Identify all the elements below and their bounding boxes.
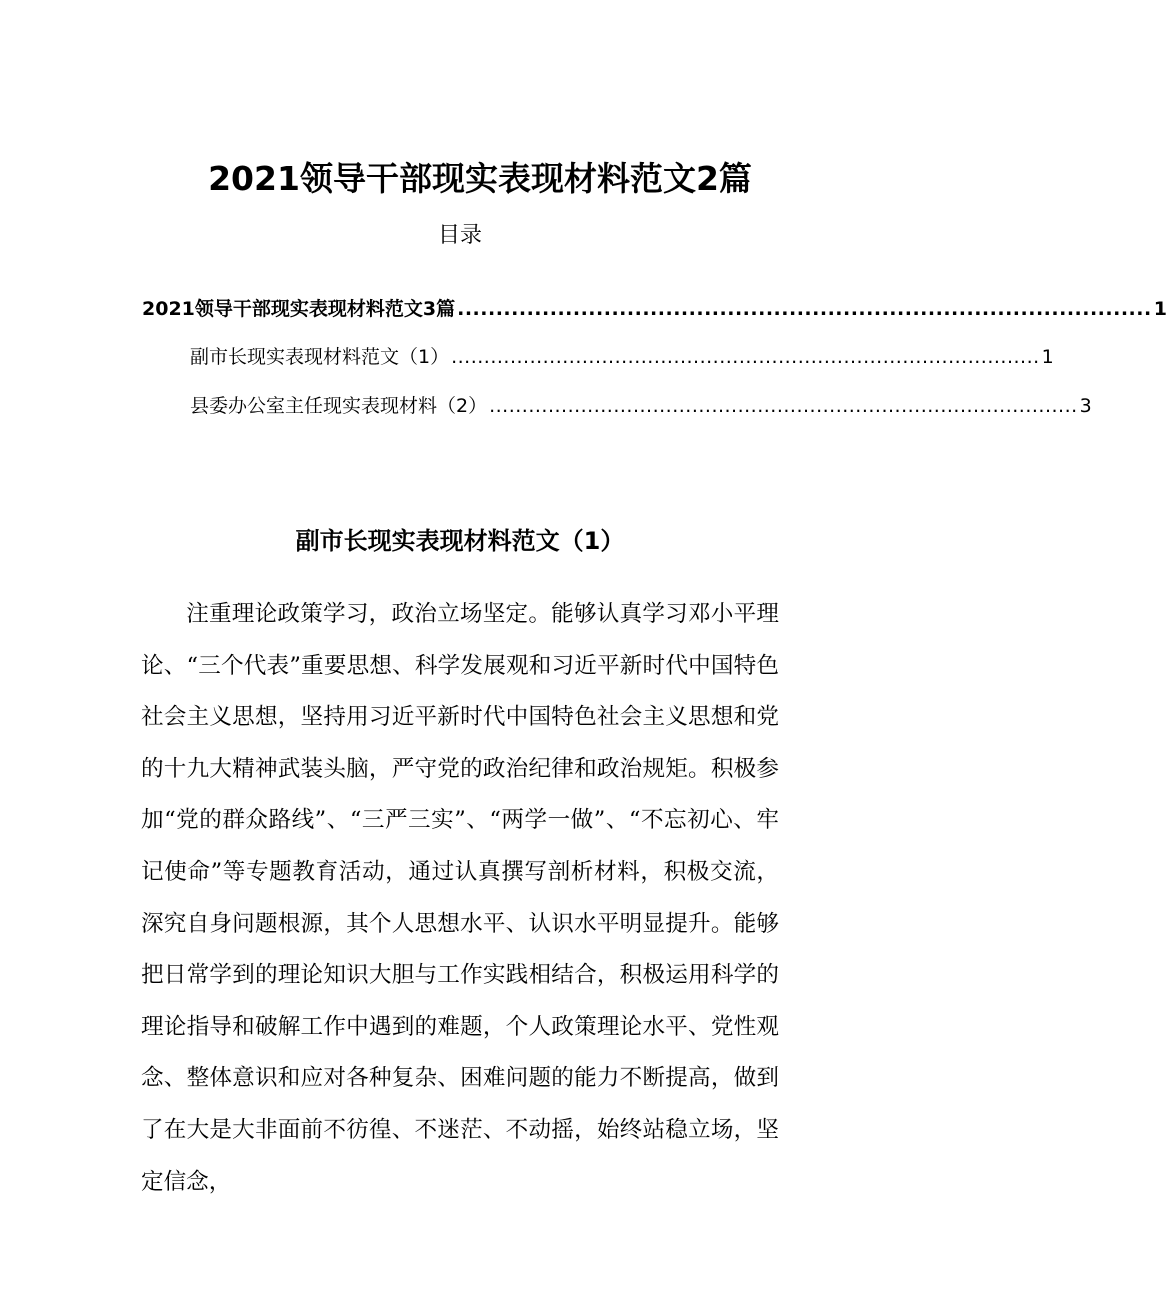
document-title: 2021领导干部现实表现材料范文2篇	[208, 159, 752, 198]
toc-heading: 目录	[437, 223, 482, 248]
body-paragraph: 注重理论政策学习，政治立场坚定。能够认真学习邓小平理论、“三个代表”重要思想、科学发展观和习近平新时代中国特色社会主义思想，坚持用习近平新时代中国特色社会主义思想和党的十九大精神武装头脑，严守党的政治纪律和政治规矩。积极参加“党的群众路线”、“三严三实”、“两学一做”、“不忘初心、牢记使命”等专题教育活动，通过认真撰写剖析材料，积极交流，深究自身问题根源，其个人思想水平、认识水平明显提升。能够把日常学到的理论知识大胆与工作实践相结合，积极运用科学的理论指导和破解工作中遇到的难题，个人政策理论水平、党性观念、整体意识和应对各种复杂、困难问题的能力不断提高，做到了在大是大非面前不彷徨、不迷茫、不动摇，始终站稳立场，坚定信念，	[141, 601, 779, 1195]
toc-page-number: 1	[1041, 346, 1054, 368]
toc-entry-main[interactable]	[142, 292, 1167, 326]
toc-entry-2[interactable]	[190, 389, 1092, 423]
toc-page-number: 3	[1079, 395, 1092, 417]
toc-entry-1[interactable]	[190, 340, 1054, 374]
toc-page-number: 1	[1153, 298, 1167, 320]
section-title: 副市长现实表现材料范文（1）	[295, 527, 625, 555]
toc-entry-text: 县委办公室主任现实表现材料（2）	[190, 395, 488, 417]
toc-leader-dots: ..........................................................................................	[457, 298, 1152, 320]
toc-entry-text: 2021领导干部现实表现材料范文3篇	[142, 298, 456, 320]
toc-leader-dots: ..........................................................................................	[451, 346, 1040, 368]
toc-leader-dots: ..........................................................................................	[489, 395, 1078, 417]
toc-entry-text: 副市长现实表现材料范文（1）	[190, 346, 450, 368]
